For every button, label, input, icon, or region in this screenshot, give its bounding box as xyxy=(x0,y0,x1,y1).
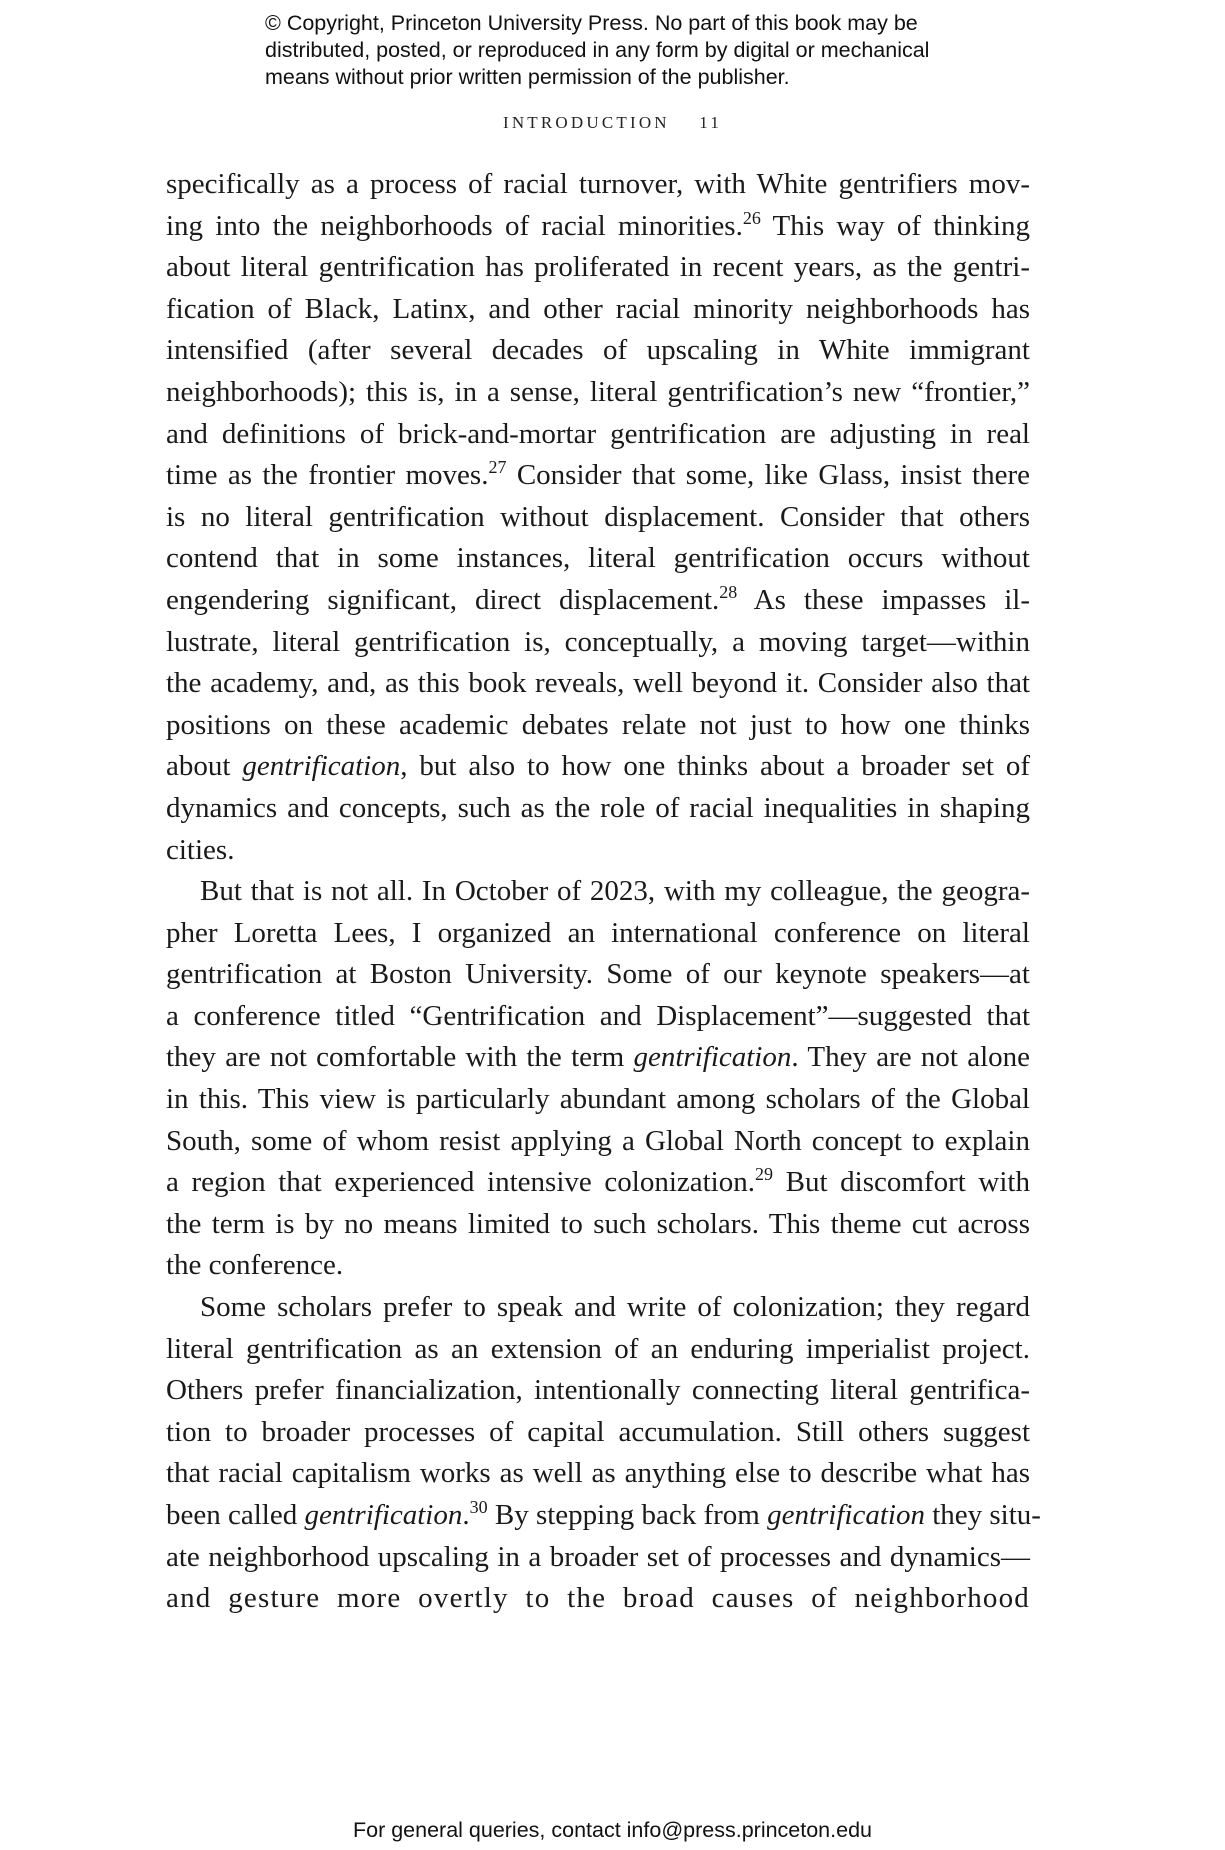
text-line: is no literal gentrification without displacement. Consider that others xyxy=(166,500,1030,533)
text-run: a region that experienced intensive colonization. xyxy=(166,1166,755,1199)
text-line: a conference titled “Gentrification and Displacement”—suggested that xyxy=(166,999,1030,1032)
text-run: . They are not alone xyxy=(791,1041,1030,1074)
text-line: ate neighborhood upscaling in a broader set of processes and dynamics— xyxy=(166,1540,1030,1573)
text-run: ing into the neighborhoods of racial minorities. xyxy=(166,209,743,242)
text-line: fication of Black, Latinx, and other racial minority neighborhoods has xyxy=(166,292,1030,325)
text-run: As these impasses il- xyxy=(737,583,1030,616)
body-text xyxy=(166,164,1041,1620)
text-run: Consider that some, like Glass, insist there xyxy=(506,459,1030,492)
footer-contact: For general queries, contact info@press.princeton.edu xyxy=(352,1818,872,1842)
text-run: engendering significant, direct displacement. xyxy=(166,583,720,616)
text-line: pher Loretta Lees, I organized an international conference on literal xyxy=(166,916,1030,949)
text-run: . xyxy=(462,1499,470,1531)
copyright-line: distributed, posted, or reproduced in any form by digital or mechanical xyxy=(265,38,930,62)
text-line: neighborhoods); this is, in a sense, literal gentrification’s new “frontier,” xyxy=(166,375,1030,408)
text-run: time as the frontier moves. xyxy=(166,459,489,492)
copyright-notice xyxy=(265,10,1005,91)
text-run: they situ- xyxy=(924,1499,1041,1531)
text-line xyxy=(166,1037,1030,1079)
text-line xyxy=(166,455,1030,497)
text-line: intensified (after several decades of upscaling in White immigrant xyxy=(166,334,1030,367)
paragraph xyxy=(166,871,1030,1287)
footnote-ref: 30 xyxy=(469,1497,488,1517)
text-line: positions on these academic debates relate not just to how one thinks xyxy=(166,708,1030,741)
copyright-line: © Copyright, Princeton University Press. No part of this book may be xyxy=(265,11,918,35)
running-head xyxy=(0,113,1225,133)
text-line: dynamics and concepts, such as the role of racial inequalities in shaping xyxy=(166,791,1030,824)
italic-term: gentrification xyxy=(242,750,401,783)
footnote-ref: 27 xyxy=(488,457,507,478)
footnote-ref: 29 xyxy=(754,1164,773,1185)
text-run: they are not comfortable with the term xyxy=(166,1041,634,1074)
text-line: But that is not all. In October of 2023, with my colleague, the geogra- xyxy=(200,875,1030,908)
text-line: about literal gentrification has proliferated in recent years, as the gentri- xyxy=(166,251,1030,284)
text-line: and gesture more overtly to the broad causes of neighborhood xyxy=(166,1582,1030,1615)
text-line: Others prefer financialization, intentionally connecting literal gentrifica- xyxy=(166,1374,1030,1407)
copyright-line: means without prior written permission of the publisher. xyxy=(265,65,790,89)
text-line: the academy, and, as this book reveals, well beyond it. Consider also that xyxy=(166,667,1030,700)
text-line xyxy=(166,206,1030,248)
text-line: in this. This view is particularly abundant among scholars of the Global xyxy=(166,1083,1030,1116)
text-line: specifically as a process of racial turnover, with White gentrifiers mov- xyxy=(166,168,1030,200)
text-line: the term is by no means limited to such scholars. This theme cut across xyxy=(166,1207,1030,1240)
paragraph xyxy=(166,1287,1041,1620)
footnote-ref: 28 xyxy=(719,581,738,602)
text-line: gentrification at Boston University. Some of our keynote speakers—at xyxy=(166,958,1030,991)
text-run: This way of thinking xyxy=(760,209,1030,242)
text-line xyxy=(166,580,1030,622)
text-run: about xyxy=(166,750,243,783)
text-run: been called xyxy=(166,1499,305,1531)
text-line: contend that in some instances, literal gentrification occurs without xyxy=(166,542,1030,575)
italic-term: gentrification xyxy=(304,1499,463,1531)
text-line: and definitions of brick-and-mortar gentrification are adjusting in real xyxy=(166,417,1030,450)
text-run: , but also to how one thinks about a broader set of xyxy=(400,750,1030,783)
text-line xyxy=(166,746,1030,788)
text-line: Some scholars prefer to speak and write of colonization; they regard xyxy=(200,1291,1030,1324)
paragraph xyxy=(166,164,1030,871)
text-line: that racial capitalism works as well as anything else to describe what has xyxy=(166,1457,1030,1490)
italic-term: gentrification xyxy=(767,1499,925,1531)
italic-term: gentrification xyxy=(633,1041,792,1074)
text-line: South, some of whom resist applying a Global North concept to explain xyxy=(166,1124,1030,1157)
text-line: the conference. xyxy=(166,1249,344,1282)
text-run: But discomfort with xyxy=(772,1166,1030,1199)
footnote-ref: 26 xyxy=(742,207,761,228)
text-line: tion to broader processes of capital accumulation. Still others suggest xyxy=(166,1415,1030,1448)
text-run: By stepping back from xyxy=(487,1499,768,1531)
chapter-title: INTRODUCTION xyxy=(502,113,670,132)
text-line: cities. xyxy=(166,833,235,866)
page-number: 11 xyxy=(699,113,723,132)
text-line: literal gentrification as an extension of an enduring imperialist project. xyxy=(166,1332,1030,1365)
text-line: lustrate, literal gentrification is, conceptually, a moving target—within xyxy=(166,625,1030,658)
text-line xyxy=(166,1495,1041,1537)
text-line xyxy=(166,1162,1030,1204)
